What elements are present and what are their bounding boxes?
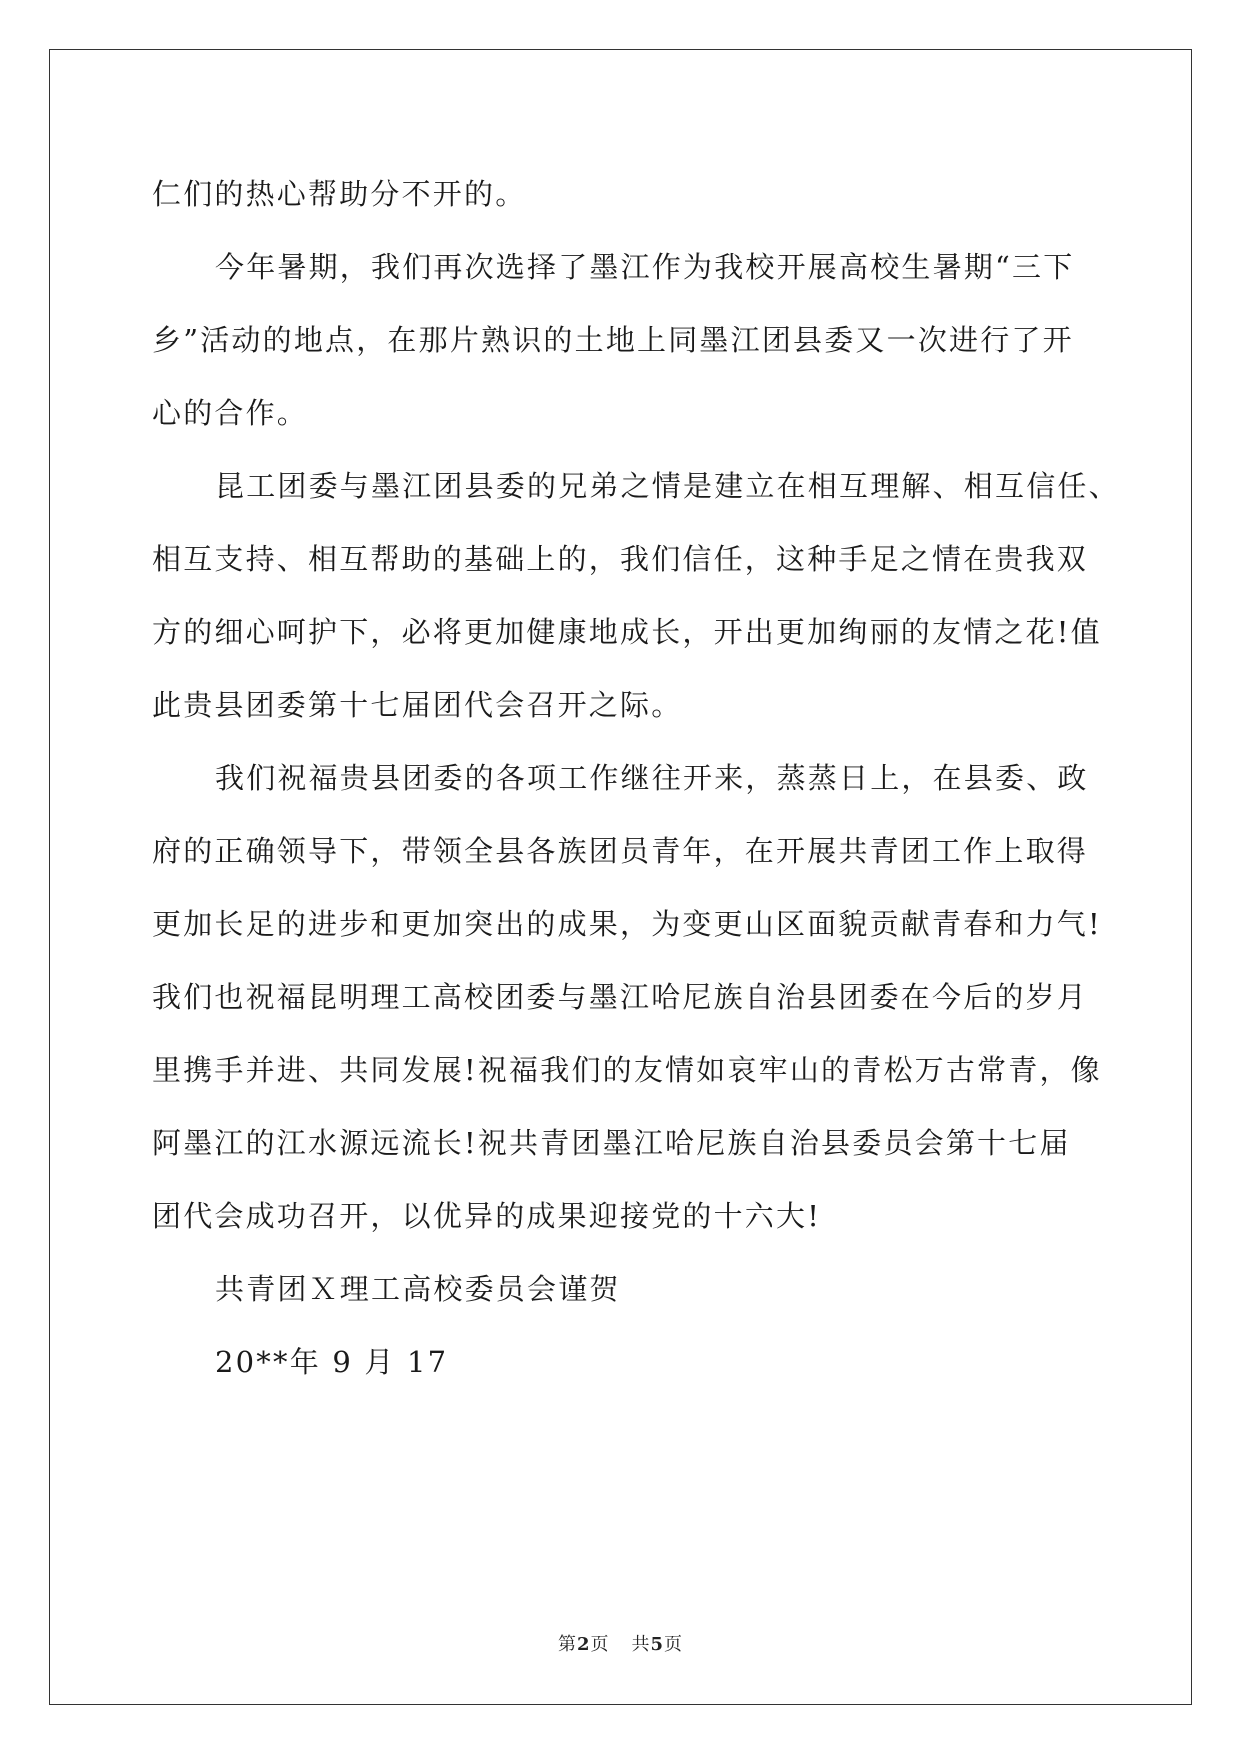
text-line: 仁们的热心帮助分不开的。 (152, 177, 527, 211)
text-line: 阿墨江的江水源远流长!祝共青团墨江哈尼族自治县委员会第十七届 (152, 1126, 1071, 1160)
text-line: 我们也祝福昆明理工高校团委与墨江哈尼族自治县团委在今后的岁月 (152, 980, 1089, 1014)
text-line: 乡”活动的地点，在那片熟识的土地上同墨江团县委又一次进行了开 (152, 323, 1074, 357)
text-line: 心的合作。 (152, 396, 309, 430)
text-line: 昆工团委与墨江团县委的兄弟之情是建立在相互理解、相互信任、 (215, 469, 1120, 503)
total-pages: 5 (650, 1634, 665, 1655)
page-prefix: 第 (557, 1634, 577, 1655)
text-line: 团代会成功召开，以优异的成果迎接党的十六大! (152, 1199, 822, 1233)
text-line: 里携手并进、共同发展!祝福我们的友情如哀牢山的青松万古常青，像 (152, 1053, 1102, 1087)
date-line: 20**年 9 月 17 (215, 1345, 449, 1379)
text-line: 今年暑期，我们再次选择了墨江作为我校开展高校生暑期“三下 (215, 250, 1075, 284)
page-unit: 页 (590, 1634, 610, 1655)
total-prefix: 共 (631, 1634, 651, 1655)
text-line: 更加长足的进步和更加突出的成果，为变更山区面貌贡献青春和力气! (152, 907, 1102, 941)
text-line: 府的正确领导下，带领全县各族团员青年，在开展共青团工作上取得 (152, 834, 1089, 868)
signature-line: 共青团Ｘ理工高校委员会谨贺 (215, 1272, 621, 1306)
total-unit: 页 (664, 1634, 684, 1655)
text-line: 方的细心呵护下，必将更加健康地成长，开出更加绚丽的友情之花!值 (152, 615, 1102, 649)
document-body (152, 158, 1120, 1399)
text-line: 相互支持、相互帮助的基础上的，我们信任，这种手足之情在贵我双 (152, 542, 1089, 576)
text-line: 我们祝福贵县团委的各项工作继往开来，蒸蒸日上，在县委、政 (215, 761, 1089, 795)
page-number: 2 (576, 1634, 591, 1655)
page-footer (0, 1630, 1241, 1656)
text-line: 此贵县团委第十七届团代会召开之际。 (152, 688, 683, 722)
